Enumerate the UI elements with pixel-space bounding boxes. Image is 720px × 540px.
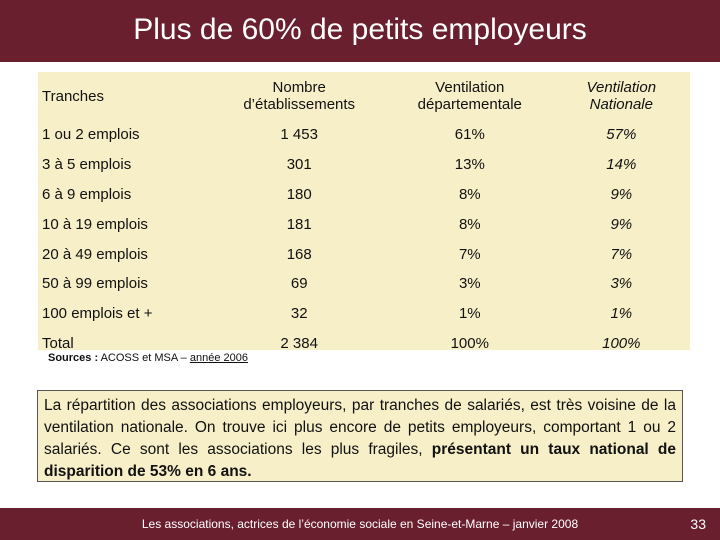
table-header-row: [38, 72, 690, 120]
cell-departementale: 8%: [458, 185, 481, 203]
table-row: [38, 150, 690, 180]
footer-bar: [0, 508, 720, 540]
cell-tranche: 6 à 9 emplois: [42, 185, 132, 203]
cell-departementale: 13%: [454, 156, 485, 174]
table-row: [38, 239, 690, 269]
cell-departementale: 100%: [450, 334, 489, 352]
cell-tranche: 10 à 19 emplois: [42, 215, 148, 233]
cell-nombre: 168: [286, 245, 312, 263]
cell-departementale: 61%: [454, 126, 485, 144]
cell-tranche: 100 emplois et +: [42, 305, 153, 323]
cell-nationale: 1%: [610, 305, 633, 323]
cell-departementale: 8%: [458, 215, 481, 233]
table-row: [38, 269, 690, 299]
cell-nationale: 14%: [606, 156, 637, 174]
page-number: 33: [690, 516, 706, 532]
header-tranches: Tranches: [42, 87, 104, 105]
footer-text: Les associations, actrices de l’économie sociale en Seine-et-Marne – janvier 2008: [141, 517, 579, 531]
cell-nombre: 181: [286, 215, 312, 233]
cell-departementale: 3%: [458, 275, 481, 293]
table-row: [38, 120, 690, 150]
cell-nombre: 301: [286, 156, 312, 174]
cell-nationale: 57%: [606, 126, 637, 144]
data-table-container: [38, 72, 690, 350]
cell-nationale: 7%: [610, 245, 633, 263]
cell-departementale: 7%: [458, 245, 481, 263]
sources-year: année 2006: [189, 352, 248, 364]
cell-nombre: 180: [286, 185, 312, 203]
cell-nationale: 100%: [602, 334, 641, 352]
note-text: La répartition des associations employeurs, par tranches de salariés, est très voisine de la ventilation nationale. On trouve ici plus encore de petits employeurs, comportant 1 ou 2 salariés. Ce sont les associations les plus fragiles,: [44, 397, 676, 458]
cell-tranche: Total: [42, 334, 74, 352]
header-nombre: Nombre d’établissements: [243, 79, 356, 113]
cell-departementale: 1%: [458, 305, 481, 323]
summary-note: [37, 390, 683, 482]
table-row: [38, 180, 690, 210]
cell-nationale: 3%: [610, 275, 633, 293]
cell-nombre: 69: [290, 275, 308, 293]
sources-label: Sources :: [48, 352, 99, 364]
cell-nombre: 32: [290, 305, 308, 323]
cell-tranche: 1 ou 2 emplois: [42, 126, 140, 144]
cell-nationale: 9%: [610, 215, 633, 233]
header-ventilation-departementale: Ventilation départementale: [417, 79, 522, 113]
cell-tranche: 20 à 49 emplois: [42, 245, 148, 263]
header-ventilation-nationale: Ventilation Nationale: [586, 79, 657, 113]
table-row: [38, 209, 690, 239]
cell-tranche: 3 à 5 emplois: [42, 156, 132, 174]
table-row: [38, 299, 690, 329]
employers-table: [38, 72, 690, 358]
cell-nombre: 1 453: [280, 126, 318, 144]
cell-nombre: 2 384: [280, 334, 318, 352]
note-bold-text: présentant un taux national de disparition de 53% en 6 ans.: [44, 441, 676, 480]
cell-tranche: 50 à 99 emplois: [42, 275, 148, 293]
sources-text: ACOSS et MSA –: [98, 352, 190, 364]
slide-title: Plus de 60% de petits employeurs: [133, 13, 587, 46]
sources-line: [48, 352, 248, 364]
cell-nationale: 9%: [610, 185, 633, 203]
